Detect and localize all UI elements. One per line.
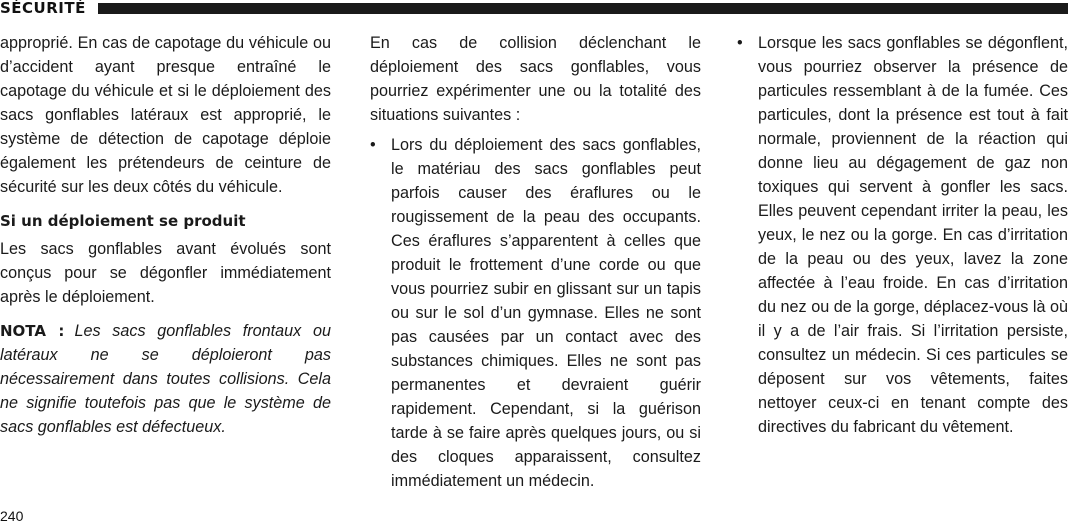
- note-text: Les sacs gonflables frontaux ou latéraux ne se déploieront pas nécessairement dans toutes collisions. Cela ne signifie toutefois pas que le système de sacs gonflables est défectueux.: [0, 322, 332, 436]
- bullet-icon: •: [370, 136, 376, 154]
- list-item: [737, 31, 1068, 439]
- list-item-text: Lorsque les sacs gonflables se dégonflent, vous pourriez observer la présence de particules ressemblant à de la fumée. Ces particules, dont la présence est tout à fait normale, proviennent de la réaction qui donne lieu au dégagement de gaz non toxiques qui servent à gonfler les sacs. Elles peuvent cependant irriter la peau, les yeux, le nez ou la gorge. En cas d’irritation de la peau ou des yeux, lavez la zone affectée à l’eau froide. En cas d’irritation du nez ou de la gorge, déplacez-vous là où il y a de l’air frais. Si l’irritation persiste, consultez un médecin. Si ces particules se déposent sur vos vêtements, faites nettoyer ceux-ci en tenant compte des directives du fabricant du vêtement.: [758, 34, 1068, 436]
- paragraph-rollover: approprié. En cas de capotage du véhicule ou d’accident ayant presque entraîné le capotage du véhicule et si le déploiement des sacs gonflables latéraux est approprié, le système de détection de capotage déploie également les prétendeurs de ceinture de sécurité sur les deux côtés du véhicule.: [0, 34, 331, 196]
- column-left: [0, 31, 331, 439]
- header-rule: [98, 3, 1068, 14]
- page-number: 240: [0, 508, 24, 524]
- section-title: SÉCURITÉ: [0, 0, 86, 17]
- note-block: [0, 319, 331, 439]
- paragraph-collision-intro: En cas de collision déclenchant le déploiement des sacs gonflables, vous pourriez expérimenter une ou la totalité des situations suivantes :: [370, 34, 701, 124]
- list-item: [370, 133, 701, 493]
- page-header: [0, 0, 1068, 20]
- subheading-deployment: Si un déploiement se produit: [0, 212, 246, 230]
- bullet-list: [737, 31, 1068, 439]
- note-label: NOTA :: [0, 322, 65, 340]
- bullet-icon: •: [737, 34, 743, 52]
- column-middle: [370, 31, 701, 493]
- bullet-list: [370, 133, 701, 493]
- paragraph-deflate: Les sacs gonflables avant évolués sont conçus pour se dégonfler immédiatement après le déploiement.: [0, 240, 331, 306]
- column-right: [737, 31, 1068, 439]
- list-item-text: Lors du déploiement des sacs gonflables, le matériau des sacs gonflables peut parfois causer des éraflures ou le rougissement de la peau des occupants. Ces éraflures s’apparentent à celles que produit le frottement d’une corde ou que vous pourriez subir en glissant sur un tapis ou sur le sol d’un gymnase. Elles ne sont pas causées par un contact avec des substances chimiques. Elles ne sont pas permanentes et devraient guérir rapidement. Cependant, si la guérison tarde à se faire après quelques jours, ou si des cloques apparaissent, consultez immédiatement un médecin.: [391, 136, 701, 490]
